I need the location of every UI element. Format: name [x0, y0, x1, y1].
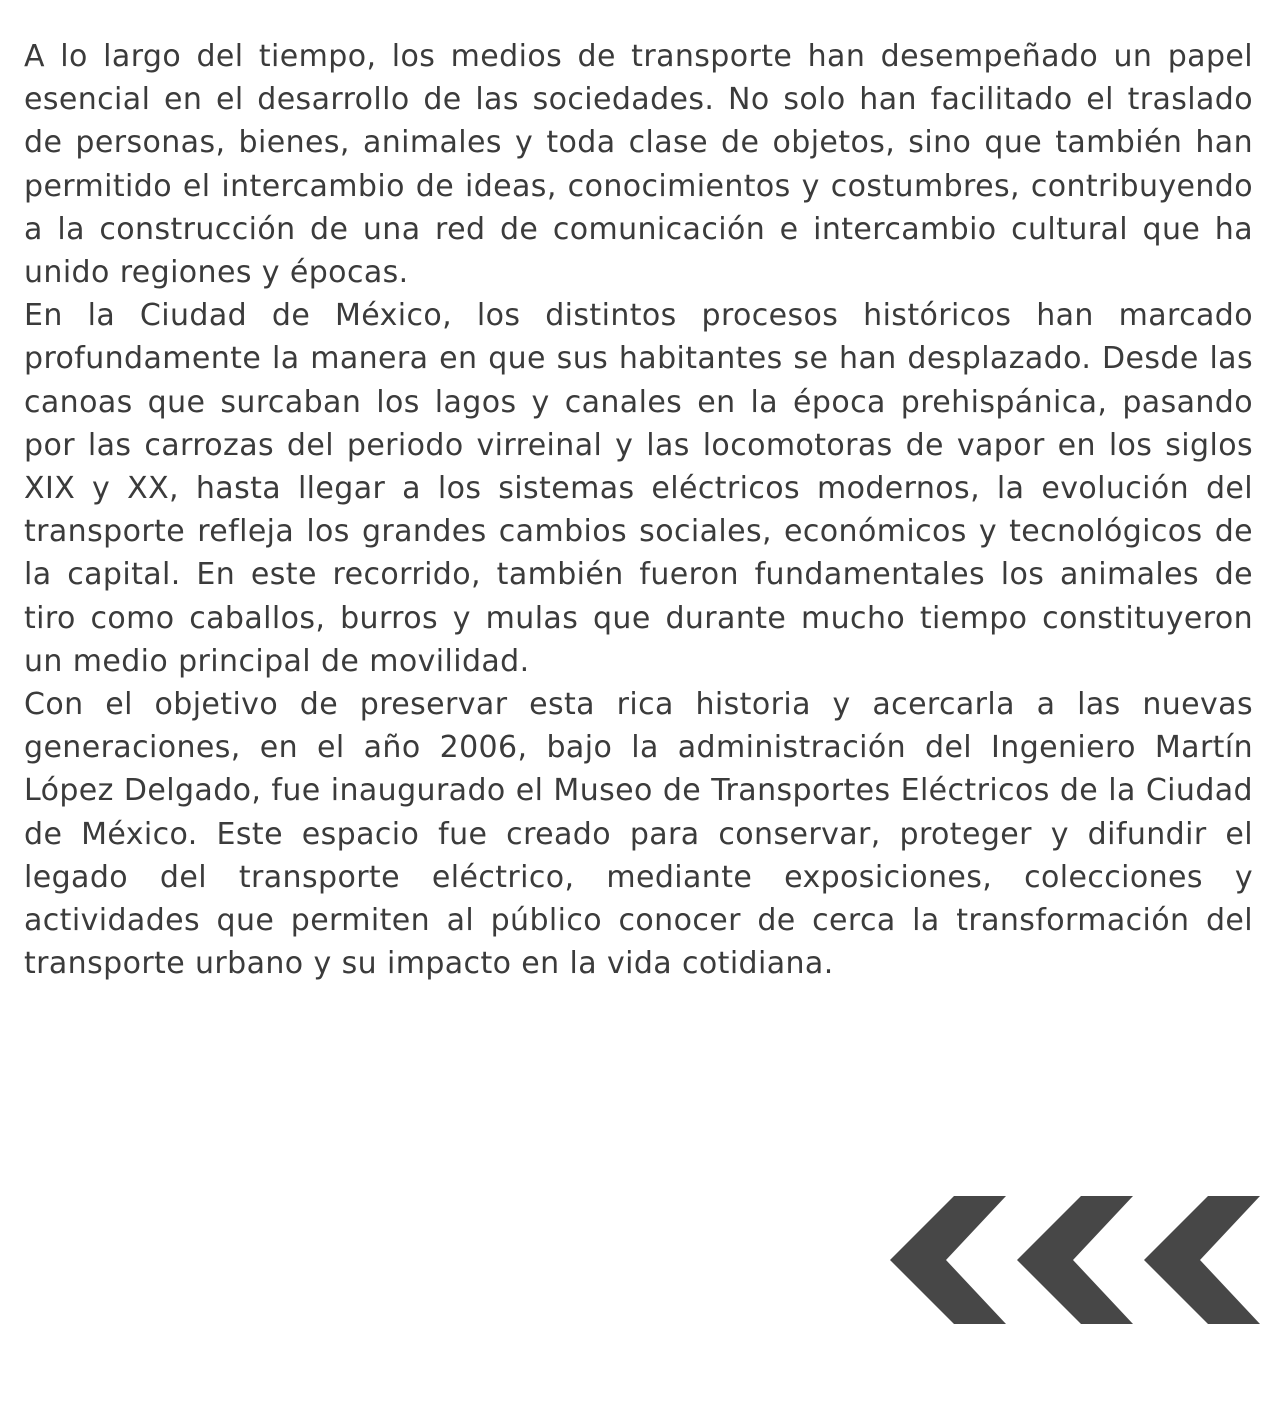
triple-chevron-left-icon[interactable]: [888, 1194, 1264, 1326]
body-text: [24, 35, 1253, 985]
chevron-left-icon-2: [1017, 1196, 1133, 1324]
paragraph-3: Con el objetivo de preservar esta rica historia y acercarla a las nuevas generaciones, en el año 2006, bajo la administración del Ingeniero Martín López Delgado, fue inaugurado el Museo de Transportes Eléctricos de la Ciudad de México. Este espacio fue creado para conservar, proteger y difundir el legado del transporte eléctrico, mediante exposiciones, colecciones y actividades que permiten al público conocer de cerca la transformación del transporte urbano y su impacto en la vida cotidiana.: [24, 687, 1253, 982]
paragraph-1: A lo largo del tiempo, los medios de transporte han desempeñado un papel esencial en el desarrollo de las sociedades. No solo han facilitado el traslado de personas, bienes, animales y toda clase de objetos, sino que también han permitido el intercambio de ideas, conocimientos y costumbres, contribuyendo a la construcción de una red de comunicación e intercambio cultural que ha unido regiones y épocas.: [24, 39, 1253, 291]
chevron-left-icon-1: [890, 1196, 1006, 1324]
paragraph-2: En la Ciudad de México, los distintos procesos históricos han marcado profundamente la manera en que sus habitantes se han desplazado. Desde las canoas que surcaban los lagos y canales en la época prehispánica, pasando por las carrozas del periodo virreinal y las locomotoras de vapor en los siglos XIX y XX, hasta llegar a los sistemas eléctricos modernos, la evolución del transporte refleja los grandes cambios sociales, económicos y tecnológicos de la capital. En este recorrido, también fueron fundamentales los animales de tiro como caballos, burros y mulas que durante mucho tiempo constituyeron un medio principal de movilidad.: [24, 298, 1253, 679]
chevron-left-icon-3: [1144, 1196, 1260, 1324]
